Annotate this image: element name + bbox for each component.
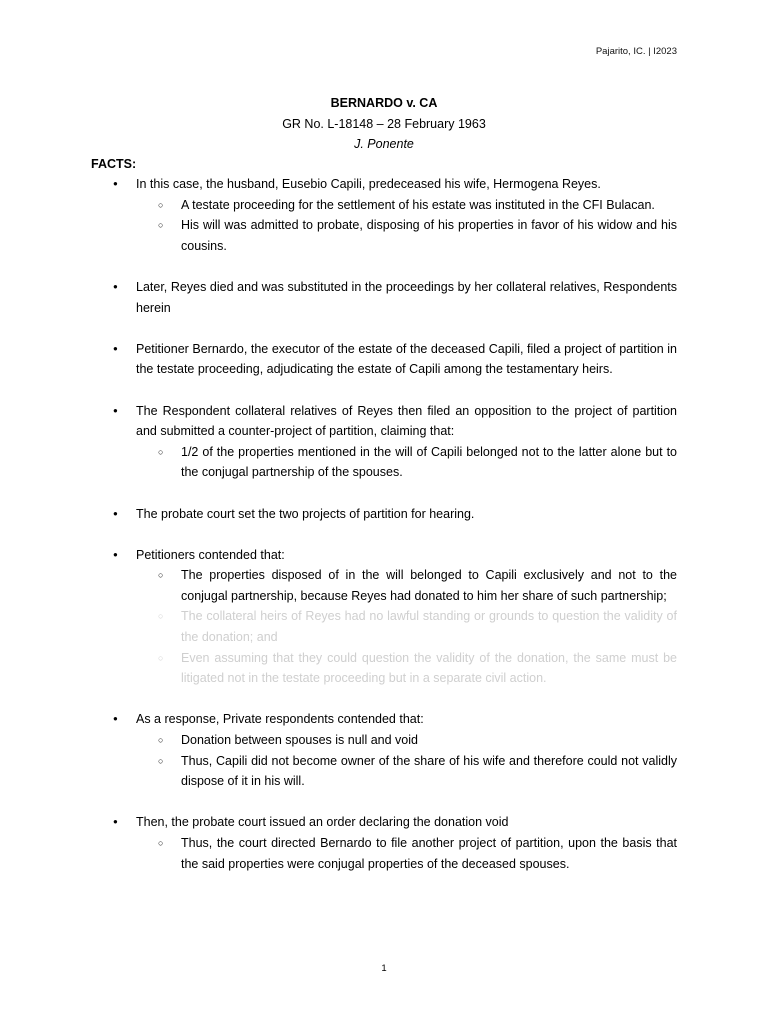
fact-text: The probate court set the two projects of partition for hearing. xyxy=(136,506,475,521)
fact-text: In this case, the husband, Eusebio Capili, predeceased his wife, Hermogena Reyes. xyxy=(136,177,601,191)
fact-sublist xyxy=(136,730,677,792)
case-name: BERNARDO v. CA xyxy=(330,96,438,110)
fact-subitem-faded: ○ Even assuming that they could question the validity of the donation, the same must be litigated not in the testate proceeding but in a separate civil action. xyxy=(136,648,677,689)
fact-item xyxy=(91,545,677,689)
fact-subitem: ○ Thus, Capili did not become owner of the share of his wife and therefore could not validly dispose of it in his will. xyxy=(136,751,677,792)
fact-text: Petitioner Bernardo, the executor of the estate of the deceased Capili, filed a project of partition in the testate proceeding, adjudicating the estate of Capili among the testamentary heirs. xyxy=(136,341,677,377)
fact-text: The Respondent collateral relatives of Reyes then filed an opposition to the project of partition and submitted a counter-project of partition, claiming that: xyxy=(136,403,677,439)
fact-item xyxy=(91,339,677,380)
case-number: GR No. L-18148 – 28 February 1963 xyxy=(282,116,486,131)
facts-list xyxy=(91,174,677,874)
fact-sublist xyxy=(136,195,677,257)
fact-subitem: ○ The properties disposed of in the will belonged to Capili exclusively and not to the conjugal partnership, because Reyes had donated to him her share of such partnership; xyxy=(136,565,677,606)
fact-subitem: ○ Thus, the court directed Bernardo to file another project of partition, upon the basis that the said properties were conjugal properties of the deceased spouses. xyxy=(136,833,677,874)
section-label-facts: FACTS: xyxy=(91,157,137,171)
fact-subitem-faded: ○ The collateral heirs of Reyes had no lawful standing or grounds to question the validity of the donation; and xyxy=(136,606,677,647)
fact-text: Then, the probate court issued an order declaring the donation void xyxy=(136,815,509,830)
fact-item xyxy=(91,504,677,525)
facts-content xyxy=(91,174,677,874)
ponente: J. Ponente xyxy=(354,137,414,151)
fact-text: Petitioners contended that: xyxy=(136,547,285,562)
fact-item xyxy=(91,174,677,256)
fact-sublist xyxy=(136,565,677,689)
header-author: Pajarito, IC. | I2023 xyxy=(595,46,677,57)
fact-subitem: ○ 1/2 of the properties mentioned in the will of Capili belonged not to the latter alone but to the conjugal partnership of the spouses. xyxy=(136,442,677,483)
title-block xyxy=(0,93,768,155)
page-number: 1 xyxy=(381,963,387,974)
fact-text: As a response, Private respondents contended that: xyxy=(136,712,424,727)
fact-subitem: ○ His will was admitted to probate, disposing of his properties in favor of his widow and his cousins. xyxy=(136,215,677,256)
fact-item xyxy=(91,277,677,318)
fact-item xyxy=(91,709,677,791)
fact-item xyxy=(91,401,677,483)
fact-subitem: ○ A testate proceeding for the settlement of his estate was instituted in the CFI Bulacan. xyxy=(136,195,677,216)
fact-subitem: ○ Donation between spouses is null and void xyxy=(136,730,677,751)
fact-sublist xyxy=(136,442,677,483)
fact-text: Later, Reyes died and was substituted in the proceedings by her collateral relatives, Respondents herein xyxy=(136,279,677,315)
fact-sublist xyxy=(136,833,677,874)
fact-item xyxy=(91,812,677,874)
